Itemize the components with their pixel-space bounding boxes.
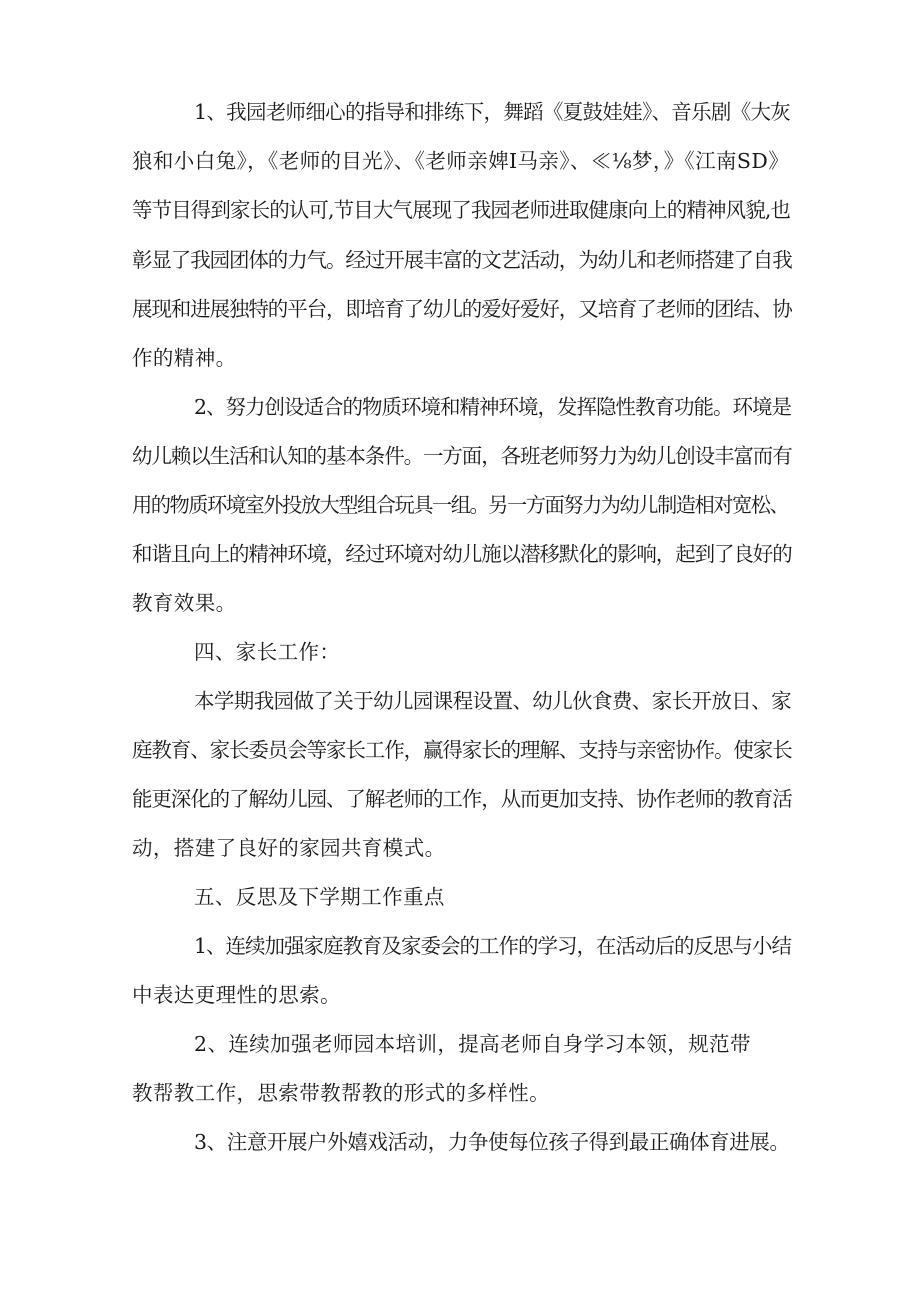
text-line: 展现和进展独特的平台，即培育了幼儿的爱好爱好，又培育了老师的团结、协 [132,297,792,321]
text-line: 作的精神。 [132,346,237,370]
text-line: 本学期我园做了关于幼儿园课程设置、幼儿伙食费、家长开放日、家 [194,689,791,713]
text-line: 2、努力创设适合的物质环境和精神环境，发挥隐性教育功能。环境是 [194,395,792,419]
text-line: 教育效果。 [132,591,237,615]
text-line: 和谐且向上的精神环境，经过环境对幼儿施以潜移默化的影响，起到了良好的 [132,542,792,566]
text-line: 等节目得到家长的认可,节目大气展现了我园老师进取健康向上的精神风貌,也 [132,198,791,222]
text-line: 中表达更理性的思索。 [132,983,341,1007]
text-line: 2、连续加强老师园本培训，提高老师自身学习本领，规范带 [194,1032,751,1056]
text-line: 狼和小白兔》，《老师的目光》、《老师亲婢I马亲》、≪⅛梦，》《江南SD》 [132,149,790,173]
section-heading: 四、家长工作： [194,640,341,664]
text-line: 1、我园老师细心的指导和排练下，舞蹈《夏鼓娃娃》、音乐剧《大灰 [194,100,791,124]
text-line: 3、注意开展户外嬉戏活动，力争使每位孩子得到最正确体育进展。 [194,1130,790,1154]
text-line: 幼儿赖以生活和认知的基本条件。一方面，各班老师努力为幼儿创设丰富而有 [132,444,792,468]
text-line: 1、连续加强家庭教育及家委会的工作的学习，在活动后的反思与小结 [194,934,792,958]
text-line: 庭教育、家长委员会等家长工作，赢得家长的理解、支持与亲密协作。使家长 [132,738,792,762]
text-line: 能更深化的了解幼儿园、了解老师的工作，从而更加支持、协作老师的教育活 [132,787,792,811]
text-line: 教帮教工作，思索带教帮教的形式的多样性。 [132,1081,550,1105]
text-line: 彰显了我园团体的力气。经过开展丰富的文艺活动，为幼儿和老师搭建了自我 [132,248,792,272]
section-heading: 五、反思及下学期工作重点 [194,885,445,909]
text-line: 用的物质环境室外投放大型组合玩具一组。另一方面努力为幼儿制造相对宽松、 [132,493,789,517]
text-line: 动，搭建了良好的家园共育模式。 [132,836,446,860]
